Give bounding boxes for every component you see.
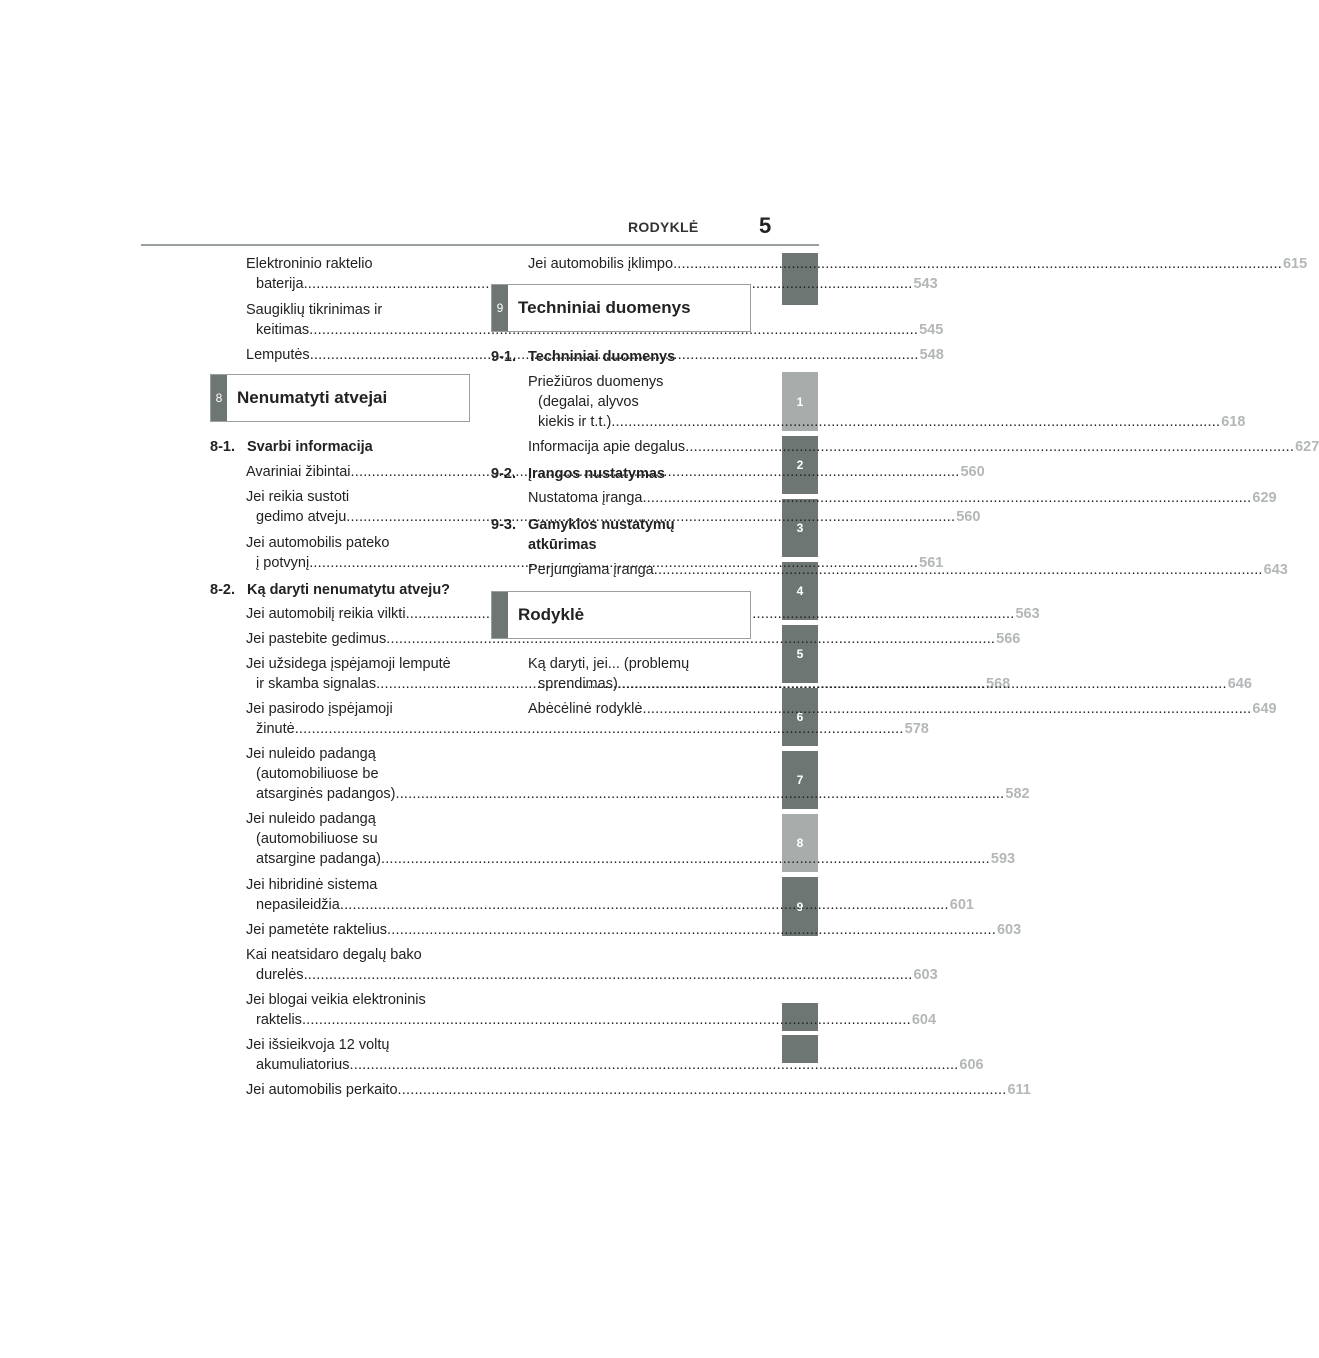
- toc-entry[interactable]: Avariniai žibintai ..... 560: [246, 462, 466, 482]
- page-ref[interactable]: 629: [1252, 490, 1277, 506]
- page-ref[interactable]: 601: [949, 897, 974, 913]
- toc-entry[interactable]: Jei hibridinė sistema nepasileidžia..... 601: [246, 875, 466, 915]
- thumb-tab-6[interactable]: 6: [782, 688, 818, 746]
- running-header-title: RODYKLĖ: [628, 219, 699, 235]
- page-ref[interactable]: 611: [1007, 1082, 1031, 1098]
- page-ref[interactable]: 618: [1221, 414, 1246, 430]
- page-ref[interactable]: 566: [996, 631, 1021, 647]
- thumb-tab-4[interactable]: 4: [782, 562, 818, 620]
- section-heading[interactable]: 9-2. Įrangos nustatymas: [491, 466, 665, 482]
- page-ref[interactable]: 561: [919, 555, 944, 571]
- toc-entry[interactable]: Jei automobilis įklimpo ..... 615: [528, 254, 747, 274]
- toc-entry[interactable]: Perjungiama įranga ..... 643: [528, 560, 747, 580]
- page-ref[interactable]: 606: [959, 1057, 984, 1073]
- page-ref[interactable]: 568: [986, 676, 1011, 692]
- page-ref[interactable]: 578: [904, 721, 929, 737]
- toc-entry[interactable]: Ką daryti, jei... (problemų sprendimas)..... 646: [528, 654, 747, 694]
- toc-entry[interactable]: Jei nuleido padangą (automobiliuose be atsarginės padangos)..... 582: [246, 744, 466, 804]
- chapter-badge: [492, 592, 508, 638]
- page-ref[interactable]: 545: [919, 322, 944, 338]
- toc-entry[interactable]: Informacija apie degalus ..... 627: [528, 437, 747, 457]
- toc-entry[interactable]: Jei automobilis perkaito ..... 611: [246, 1080, 466, 1100]
- thumb-tab-7[interactable]: 7: [782, 751, 818, 809]
- page-ref[interactable]: 582: [1005, 786, 1030, 802]
- toc-entry[interactable]: Nustatoma įranga ..... 629: [528, 488, 747, 508]
- toc-entry[interactable]: Kai neatsidaro degalų bako durelės..... 603: [246, 945, 466, 985]
- page-ref[interactable]: 560: [956, 509, 981, 525]
- page-ref[interactable]: 604: [911, 1012, 937, 1028]
- toc-entry[interactable]: Jei automobilis pateko į potvynį..... 561: [246, 533, 466, 573]
- chapter-box-9[interactable]: [491, 284, 751, 332]
- section-heading[interactable]: 8-1. Svarbi informacija: [210, 439, 373, 455]
- chapter-title: Rodyklė: [518, 605, 585, 624]
- thumb-tab-1[interactable]: 1: [782, 372, 818, 431]
- page-ref[interactable]: 603: [913, 967, 938, 983]
- toc-entry[interactable]: Jei pametėte raktelius ..... 603: [246, 920, 466, 940]
- toc-entry[interactable]: Elektroninio raktelio baterija..... 543: [246, 254, 466, 294]
- toc-entry[interactable]: Saugiklių tikrinimas ir keitimas..... 545: [246, 300, 466, 340]
- page-ref[interactable]: 563: [1015, 606, 1040, 622]
- toc-entry[interactable]: Jei išsieikvoja 12 voltų akumuliatorius..... 606: [246, 1035, 466, 1075]
- page-number: 5: [759, 213, 772, 238]
- toc-entry[interactable]: Jei pasirodo įspėjamoji žinutė..... 578: [246, 699, 466, 739]
- chapter-number-badge: 9: [492, 285, 508, 331]
- page-ref[interactable]: 627: [1295, 439, 1319, 455]
- section-heading[interactable]: 9-3. Gamyklos nustatymų atkūrimas: [491, 517, 675, 553]
- toc-entry[interactable]: Abėcėlinė rodyklė ..... 649: [528, 699, 747, 719]
- thumb-tab-8[interactable]: 8: [782, 814, 818, 872]
- toc-entry[interactable]: Jei pastebite gedimus ..... 566: [246, 629, 466, 649]
- section-heading[interactable]: 9-1. Techniniai duomenys: [491, 349, 676, 365]
- chapter-number-badge: 8: [211, 375, 227, 421]
- page-ref[interactable]: 643: [1263, 562, 1288, 578]
- toc-entry[interactable]: Priežiūros duomenys (degalai, alyvos kiekis ir t.t.)..... 618: [528, 372, 747, 432]
- header-rule: [141, 244, 819, 246]
- page-ref[interactable]: 646: [1227, 676, 1252, 692]
- thumb-tab-9[interactable]: 9: [782, 877, 818, 936]
- thumb-tab-2[interactable]: 2: [782, 436, 818, 494]
- page-ref[interactable]: 593: [990, 851, 1016, 867]
- chapter-title: Nenumatyti atvejai: [237, 388, 388, 407]
- page-ref[interactable]: 603: [996, 922, 1022, 938]
- toc-entry[interactable]: Jei užsidega įspėjamoji lemputė ir skamba signalas..... 568: [246, 654, 466, 694]
- chapter-box-8[interactable]: [210, 374, 470, 422]
- page-ref[interactable]: 615: [1282, 256, 1308, 272]
- chapter-title: Techniniai duomenys: [518, 298, 691, 317]
- section-heading[interactable]: 8-2. Ką daryti nenumatytu atveju?: [210, 582, 451, 598]
- toc-entry[interactable]: Jei reikia sustoti gedimo atveju..... 560: [246, 487, 466, 527]
- toc-entry[interactable]: Jei nuleido padangą (automobiliuose su atsargine padanga)..... 593: [246, 809, 466, 869]
- page-ref[interactable]: 560: [960, 464, 985, 480]
- page-ref[interactable]: 548: [919, 347, 944, 363]
- chapter-box-index[interactable]: [491, 591, 751, 639]
- toc-entry[interactable]: Jei blogai veikia elektroninis raktelis..... 604: [246, 990, 466, 1030]
- thumb-tab-3[interactable]: 3: [782, 499, 818, 557]
- toc-entry[interactable]: Jei automobilį reikia vilkti ..... 563: [246, 604, 466, 624]
- toc-entry[interactable]: Lemputės ..... 548: [246, 345, 466, 365]
- page-ref[interactable]: 649: [1252, 701, 1277, 717]
- thumb-tab-5[interactable]: 5: [782, 625, 818, 683]
- page-ref[interactable]: 543: [913, 276, 938, 292]
